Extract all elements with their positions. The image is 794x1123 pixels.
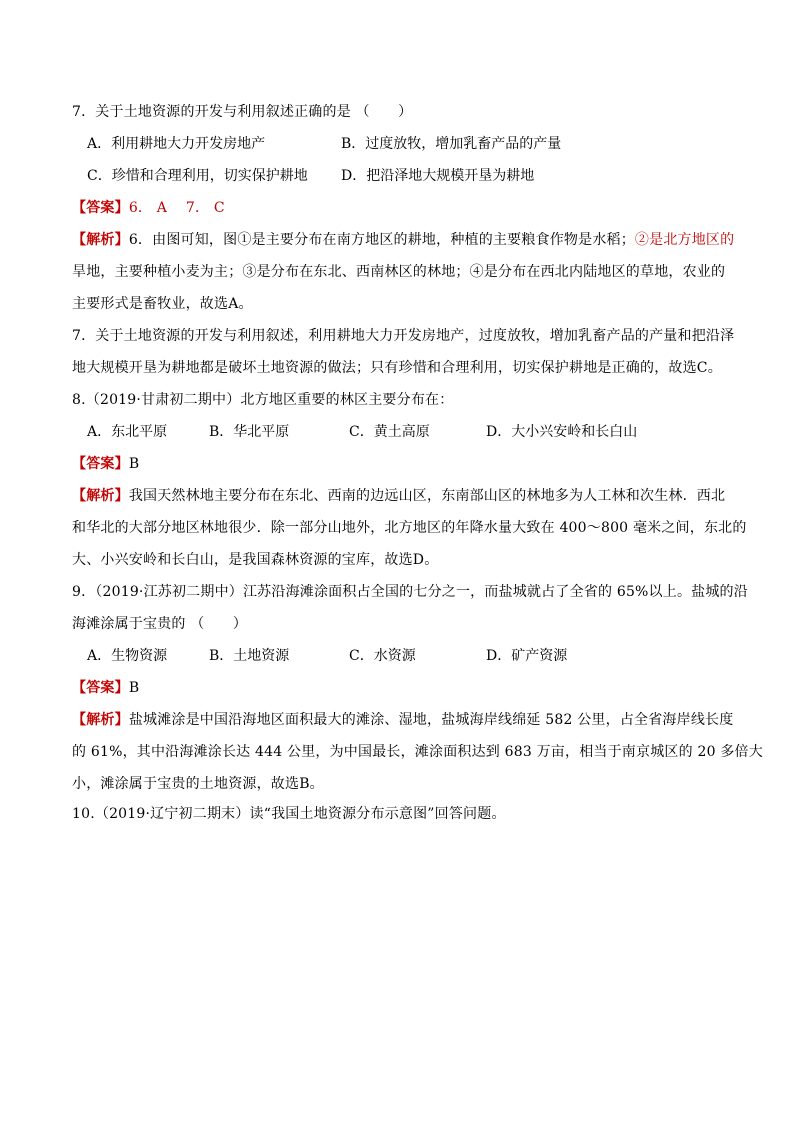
q8-option-b: B．华北平原 — [209, 424, 290, 440]
answer-9 — [72, 678, 732, 698]
q9-option-c: C．水资源 — [349, 648, 416, 664]
answer-tag: 【答案】 — [72, 456, 129, 472]
analysis-tag: 【解析】 — [72, 488, 129, 504]
answer-tag: 【答案】 — [72, 680, 129, 696]
q8-option-d: D．大小兴安岭和长白山 — [486, 424, 638, 440]
q7-stem: 7．关于土地资源的开发与利用叙述正确的是 （ ） — [72, 104, 413, 120]
q8-option-a: A．东北平原 — [87, 424, 168, 440]
analysis-text: 盐城滩涂是中国沿海地区面积最大的滩涂、湿地，盐城海岸线绵延 582 公里，占全省海岸线长度 — [128, 712, 734, 728]
answer-text: B — [128, 456, 140, 472]
q8-stem: 8.（2019·甘肃初二期中）北方地区重要的林区主要分布在： — [72, 392, 454, 408]
q9-option-d: D．矿产资源 — [486, 648, 568, 664]
analysis-text: 我国天然林地主要分布在东北、西南的边远山区，东南部山区的林地多为人工林和次生林．西北 — [128, 488, 726, 504]
analysis-6-7-line3: 主要形式是畜牧业，故选A。 — [72, 296, 253, 312]
analysis-6-7-line2: 旱地，主要种植小麦为主；③是分布在东北、西南林区的林地；④是分布在西北内陆地区的草地，农业的 — [72, 264, 726, 280]
analysis-8-line2: 和华北的大部分地区林地很少．除一部分山地外，北方地区的年降水量大致在 400～800 毫米之间，东北的 — [72, 520, 747, 536]
q9-stem-line1: 9．（2019·江苏初二期中）江苏沿海滩涂面积占全国的七分之一，而盐城就占了全省的 65%以上。盐城的沿 — [72, 584, 748, 600]
analysis-8-line1 — [72, 486, 732, 506]
q9-option-a: A．生物资源 — [87, 648, 168, 664]
analysis-text: 6．由图可知，图①是主要分布在南方地区的耕地，种植的主要粮食作物是水稻； — [128, 232, 635, 248]
analysis-6-7-line5: 地大规模开垦为耕地都是破坏土地资源的做法；只有珍惜和合理利用，切实保护耕地是正确的，故选C。 — [72, 360, 722, 376]
answer-tag: 【答案】 — [72, 200, 129, 216]
q7-option-d: D．把沿泽地大规模开垦为耕地 — [341, 168, 535, 184]
analysis-9-line3: 小，滩涂属于宝贵的土地资源，故选B。 — [72, 776, 324, 792]
q8-option-c: C．黄土高原 — [349, 424, 430, 440]
analysis-6-7-line4: 7．关于土地资源的开发与利用叙述，利用耕地大力开发房地产，过度放牧，增加乳畜产品的产量和把沿泽 — [72, 328, 735, 344]
q9-stem-line2: 海滩涂属于宝贵的 （ ） — [72, 616, 248, 632]
q7-option-b: B．过度放牧，增加乳畜产品的产量 — [341, 136, 562, 152]
analysis-tag: 【解析】 — [72, 232, 129, 248]
analysis-tag: 【解析】 — [72, 712, 129, 728]
analysis-8-line3: 大、小兴安岭和长白山，是我国森林资源的宝库，故选D。 — [72, 552, 439, 568]
analysis-6-7-line1 — [72, 230, 735, 250]
q7-option-a: A．利用耕地大力开发房地产 — [87, 136, 266, 152]
q9-option-b: B．土地资源 — [209, 648, 290, 664]
analysis-highlight: ②是北方地区的 — [634, 232, 735, 248]
analysis-9-line1 — [72, 710, 732, 730]
q10-stem: 10.（2019·辽宁初二期末）读“我国土地资源分布示意图”回答问题。 — [72, 806, 506, 822]
answer-8 — [72, 454, 732, 474]
q7-option-c: C．珍惜和合理利用，切实保护耕地 — [87, 168, 308, 184]
answer-6-7 — [72, 198, 732, 218]
analysis-9-line2: 的 61%，其中沿海滩涂长达 444 公里，为中国最长，滩涂面积达到 683 万亩，相当于南京城区的 20 多倍大 — [72, 744, 763, 760]
answer-text: B — [128, 680, 140, 696]
answer-text: 6． A 7． C — [128, 200, 225, 216]
